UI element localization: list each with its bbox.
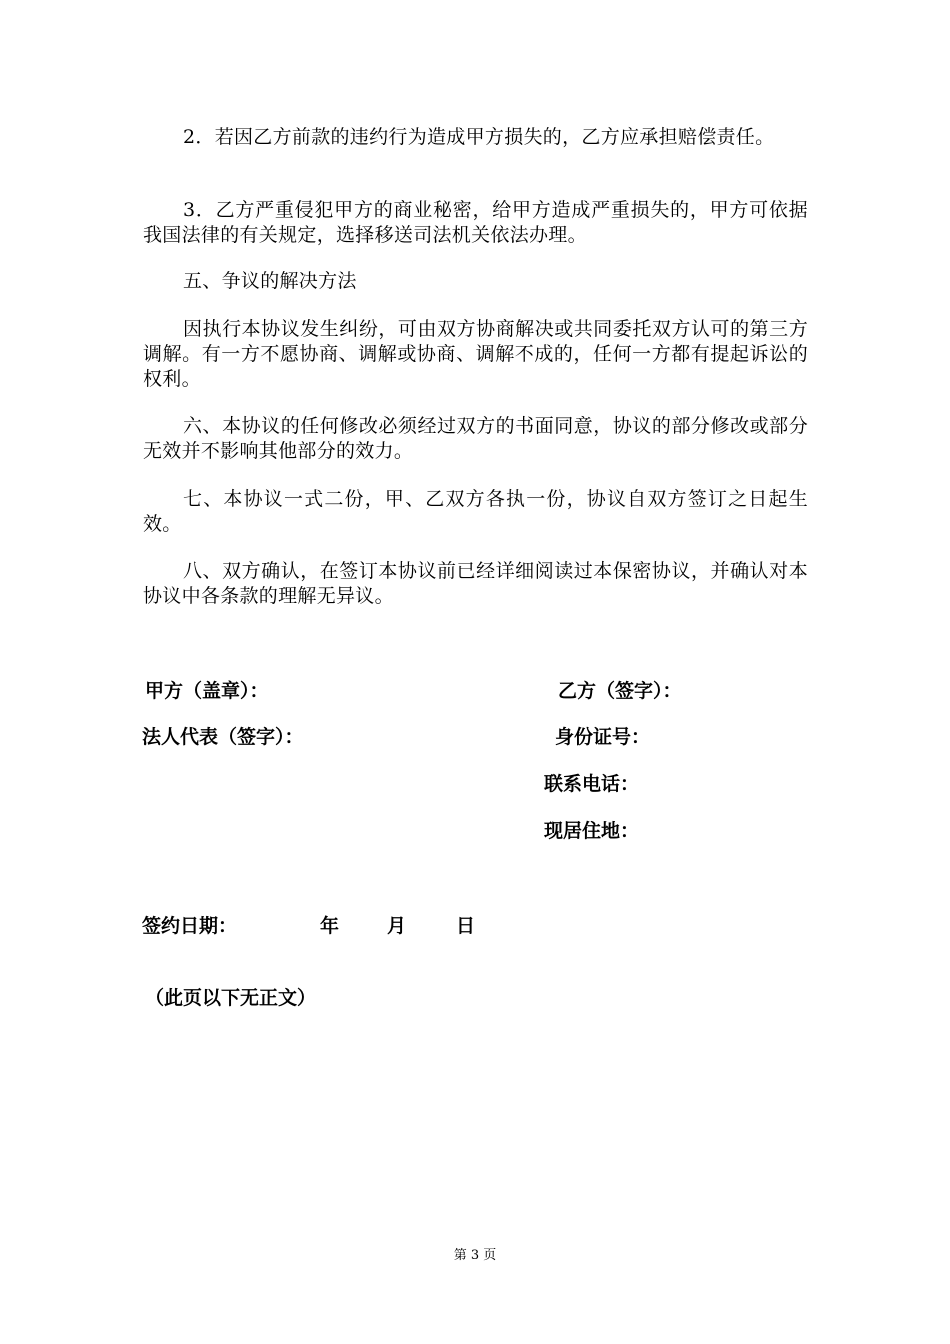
sign-date-label: 签约日期： [142, 915, 238, 937]
phone-label: 联系电话： [544, 773, 640, 795]
party-a-seal-label: 甲方（盖章）： [145, 680, 269, 702]
page-number: 第 3 页 [453, 1248, 497, 1263]
legal-rep-sign-label: 法人代表（签字）： [142, 726, 304, 748]
no-text-below-note: （此页以下无正文） [145, 987, 317, 1009]
section-8: 八、双方确认，在签订本协议前已经详细阅读过本保密协议，并确认对本协议中各条款的理解无异议。 [143, 560, 808, 607]
party-b-sign-label: 乙方（签字）： [558, 680, 682, 702]
section-7: 七、本协议一式二份，甲、乙双方各执一份，协议自双方签订之日起生效。 [143, 488, 808, 535]
sign-date-month: 月 [387, 915, 407, 937]
clause-4-item-2: 2．若因乙方前款的违约行为造成甲方损失的，乙方应承担赔偿责任。 [183, 126, 775, 148]
clause-4-item-3: 3．乙方严重侵犯甲方的商业秘密，给甲方造成严重损失的，甲方可依据我国法律的有关规定，选择移送司法机关依法办理。 [143, 199, 808, 246]
section-5-body: 因执行本协议发生纠纷，可由双方协商解决或共同委托双方认可的第三方调解。有一方不愿协商、调解或协商、调解不成的，任何一方都有提起诉讼的权利。 [143, 318, 808, 390]
sign-date-year: 年 [320, 915, 340, 937]
section-5-heading: 五、争议的解决方法 [183, 270, 357, 292]
section-6: 六、本协议的任何修改必须经过双方的书面同意，协议的部分修改或部分无效并不影响其他部分的效力。 [143, 415, 808, 462]
sign-date-day: 日 [456, 915, 476, 937]
id-number-label: 身份证号： [555, 726, 651, 748]
address-label: 现居住地： [544, 820, 640, 842]
